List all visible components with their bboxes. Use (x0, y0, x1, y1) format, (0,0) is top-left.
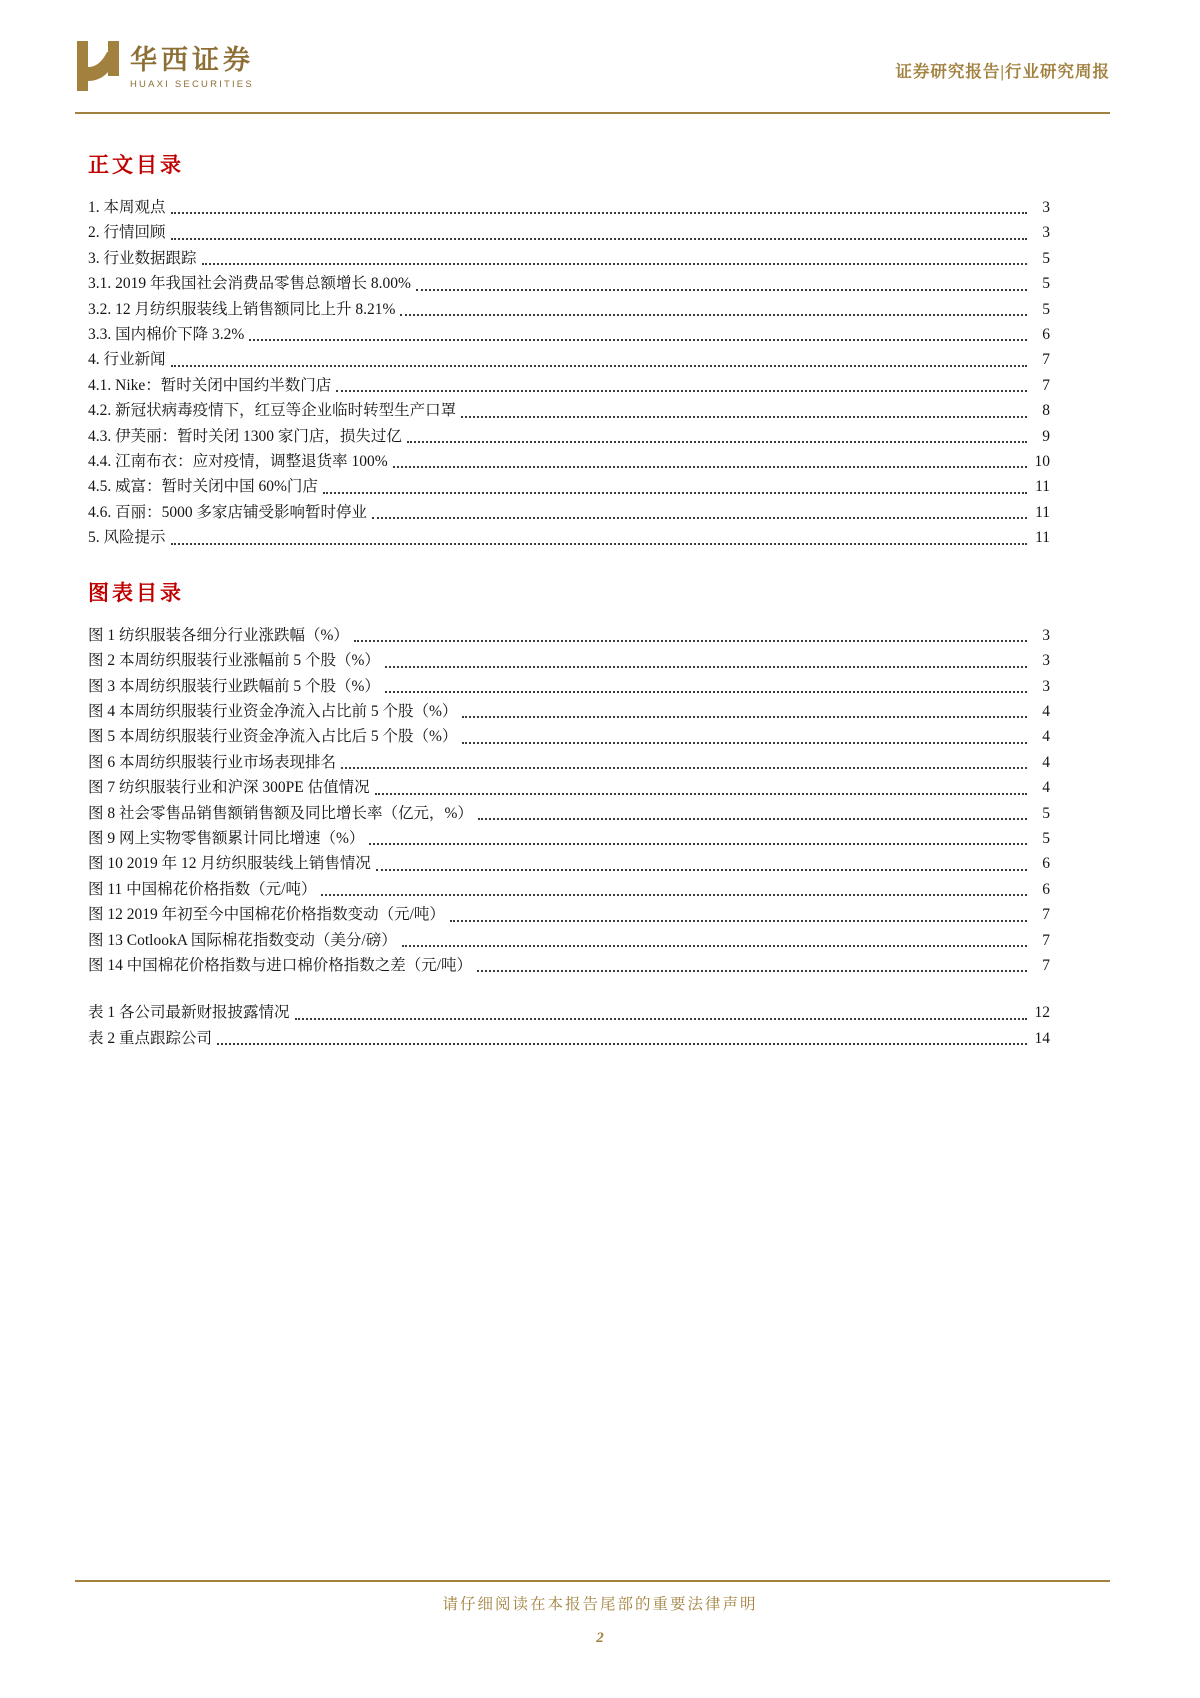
toc-entry-label: 表 2 重点跟踪公司 (88, 1029, 213, 1047)
toc-entry-label: 4.1. Nike：暂时关闭中国约半数门店 (88, 376, 332, 394)
toc-entry[interactable] (88, 724, 1050, 749)
toc-entry-page: 3 (1042, 626, 1050, 644)
toc-leader-dots (400, 314, 1027, 316)
toc-leader-dots (171, 212, 1027, 214)
toc-entry-label: 4.2. 新冠状病毒疫情下，红豆等企业临时转型生产口罩 (88, 402, 457, 420)
toc-content (88, 112, 1050, 1051)
toc-entry-label: 图 13 CotlookA 国际棉花指数变动（美分/磅） (88, 931, 397, 949)
toc-entry[interactable] (88, 271, 1050, 296)
toc-leader-dots (323, 492, 1027, 494)
toc-entry-label: 图 14 中国棉花价格指数与进口棉价格指数之差（元/吨） (88, 956, 473, 974)
page-number: 2 (596, 1630, 604, 1646)
toc-entry-page: 4 (1042, 753, 1050, 771)
toc-entry-label: 3.3. 国内棉价下降 3.2% (88, 326, 245, 344)
toc-entry[interactable] (88, 775, 1050, 800)
toc-leader-dots (462, 716, 1027, 718)
toc-entry-page: 5 (1042, 275, 1050, 293)
toc-leader-dots (385, 691, 1027, 693)
toc-leader-dots (336, 390, 1027, 392)
toc-entry-page: 3 (1042, 224, 1050, 242)
toc-entry[interactable] (88, 322, 1050, 347)
toc-entry-label: 图 5 本周纺织服装行业资金净流入占比后 5 个股（%） (88, 728, 458, 746)
huaxi-logo-icon (75, 40, 121, 92)
toc-leader-dots (376, 869, 1027, 871)
toc-leader-dots (393, 466, 1027, 468)
toc-entry-label: 图 7 纺织服装行业和沪深 300PE 估值情况 (88, 779, 370, 797)
toc-entry-page: 10 (1034, 453, 1050, 471)
toc-entry-label: 1. 本周观点 (88, 199, 166, 216)
toc-entry-label: 图 1 纺织服装各细分行业涨跌幅（%） (88, 626, 349, 644)
figures-toc-title: 图表目录 (88, 580, 184, 605)
toc-entry[interactable] (88, 826, 1050, 851)
toc-entry[interactable] (88, 474, 1050, 499)
toc-entry-page: 14 (1034, 1029, 1050, 1047)
toc-leader-dots (321, 894, 1027, 896)
logo-company-name: 华西证券 (130, 45, 254, 75)
toc-entry-page: 7 (1042, 906, 1050, 924)
toc-entry[interactable] (88, 297, 1050, 322)
toc-entry-page: 9 (1042, 427, 1050, 445)
toc-leader-dots (295, 1018, 1027, 1020)
toc-entry-page: 3 (1042, 677, 1050, 695)
toc-entry-label: 4. 行业新闻 (88, 351, 166, 369)
toc-entry[interactable] (88, 953, 1050, 978)
toc-entry[interactable] (88, 801, 1050, 826)
toc-leader-dots (402, 945, 1027, 947)
toc-leader-dots (407, 441, 1027, 443)
toc-entry-page: 5 (1042, 804, 1050, 822)
toc-entry-label: 4.3. 伊芙丽：暂时关闭 1300 家门店，损失过亿 (88, 427, 402, 445)
toc-leader-dots (416, 289, 1027, 291)
toc-entry-page: 6 (1042, 326, 1050, 344)
toc-entry[interactable] (88, 750, 1050, 775)
page-footer (0, 1580, 1200, 1698)
toc-entry-page: 5 (1042, 300, 1050, 318)
toc-entry-label: 2. 行情回顾 (88, 224, 166, 242)
toc-entry-page: 11 (1035, 529, 1050, 547)
toc-leader-dots (341, 767, 1027, 769)
toc-leader-dots (354, 640, 1027, 642)
toc-entry-label: 5. 风险提示 (88, 529, 166, 547)
toc-entry-label: 图 3 本周纺织服装行业跌幅前 5 个股（%） (88, 677, 380, 695)
toc-entry-label: 图 11 中国棉花价格指数（元/吨） (88, 880, 317, 898)
toc-entry-page: 6 (1042, 855, 1050, 873)
toc-entry-label: 4.6. 百丽：5000 多家店铺受影响暂时停业 (88, 503, 368, 521)
toc-entry-page: 4 (1042, 702, 1050, 720)
toc-leader-dots (369, 843, 1027, 845)
toc-entry-label: 3. 行业数据跟踪 (88, 249, 197, 267)
toc-leader-dots (375, 793, 1027, 795)
toc-entry-page: 12 (1034, 1004, 1050, 1022)
toc-entry-label: 4.5. 威富：暂时关闭中国 60%门店 (88, 478, 318, 496)
toc-entry-page: 7 (1042, 376, 1050, 394)
toc-leader-dots (372, 517, 1027, 519)
main-toc-title: 正文目录 (88, 153, 184, 177)
toc-entry-page: 3 (1042, 199, 1050, 216)
toc-leader-dots (478, 818, 1027, 820)
toc-entry-page: 11 (1035, 478, 1050, 496)
toc-entry[interactable] (88, 1026, 1050, 1051)
toc-leader-dots (477, 970, 1027, 972)
toc-entry-page: 4 (1042, 728, 1050, 746)
toc-entry-label: 图 2 本周纺织服装行业涨幅前 5 个股（%） (88, 652, 380, 670)
toc-entry-label: 图 9 网上实物零售额累计同比增速（%） (88, 829, 365, 847)
toc-entry-page: 3 (1042, 652, 1050, 670)
toc-entry-page: 5 (1042, 249, 1050, 267)
toc-leader-dots (217, 1043, 1027, 1045)
toc-leader-dots (171, 238, 1027, 240)
toc-entry[interactable] (88, 220, 1050, 245)
main-toc-list (88, 195, 1050, 551)
toc-entry-page: 5 (1042, 829, 1050, 847)
toc-leader-dots (450, 920, 1027, 922)
toc-leader-dots (385, 666, 1027, 668)
toc-entry[interactable] (88, 877, 1050, 902)
toc-leader-dots (461, 416, 1027, 418)
legal-disclaimer: 请仔细阅读在本报告尾部的重要法律声明 (442, 1596, 758, 1613)
toc-entry-page: 8 (1042, 402, 1050, 420)
toc-entry[interactable] (88, 500, 1050, 525)
toc-entry-label: 图 8 社会零售品销售额销售额及同比增长率（亿元，%） (88, 804, 473, 822)
toc-entry[interactable] (88, 674, 1050, 699)
toc-entry[interactable] (88, 373, 1050, 398)
toc-entry-label: 4.4. 江南布衣：应对疫情，调整退货率 100% (88, 453, 388, 471)
toc-entry-label: 3.1. 2019 年我国社会消费品零售总额增长 8.00% (88, 275, 411, 293)
toc-leader-dots (462, 742, 1027, 744)
toc-entry-page: 7 (1042, 931, 1050, 949)
toc-entry-page: 4 (1042, 779, 1050, 797)
toc-entry-label: 图 6 本周纺织服装行业市场表现排名 (88, 753, 337, 771)
toc-entry-label: 图 4 本周纺织服装行业资金净流入占比前 5 个股（%） (88, 702, 458, 720)
toc-entry[interactable] (88, 648, 1050, 673)
toc-entry[interactable] (88, 699, 1050, 724)
report-type-label: 证券研究报告|行业研究周报 (895, 62, 1110, 81)
toc-entry[interactable] (88, 851, 1050, 876)
toc-entry[interactable] (88, 525, 1050, 550)
toc-entry-page: 7 (1042, 956, 1050, 974)
toc-entry-label: 表 1 各公司最新财报披露情况 (88, 1004, 290, 1022)
toc-entry[interactable] (88, 1000, 1050, 1025)
toc-entry[interactable] (88, 347, 1050, 372)
toc-leader-dots (249, 339, 1027, 341)
toc-entry[interactable] (88, 449, 1050, 474)
page-header (75, 40, 1110, 92)
toc-entry[interactable] (88, 928, 1050, 953)
toc-leader-dots (202, 263, 1027, 265)
toc-leader-dots (171, 543, 1027, 545)
toc-entry-label: 3.2. 12 月纺织服装线上销售额同比上升 8.21% (88, 300, 396, 318)
footer-divider (75, 1580, 1110, 1582)
figures-toc-list (88, 623, 1050, 979)
toc-entry[interactable] (88, 195, 1050, 220)
toc-leader-dots (171, 365, 1027, 367)
huaxi-logo (75, 40, 254, 92)
toc-entry[interactable] (88, 398, 1050, 423)
logo-text-block (130, 40, 254, 90)
logo-company-name-en: HUAXI SECURITIES (130, 78, 254, 90)
toc-entry-page: 6 (1042, 880, 1050, 898)
toc-entry-label: 图 10 2019 年 12 月纺织服装线上销售情况 (88, 855, 371, 873)
toc-entry[interactable] (88, 623, 1050, 648)
tables-toc-list (88, 1000, 1050, 1051)
toc-entry[interactable] (88, 424, 1050, 449)
toc-entry-page: 7 (1042, 351, 1050, 369)
toc-entry-page: 11 (1035, 503, 1050, 521)
toc-entry[interactable] (88, 902, 1050, 927)
toc-entry-label: 图 12 2019 年初至今中国棉花价格指数变动（元/吨） (88, 906, 445, 924)
toc-entry[interactable] (88, 246, 1050, 271)
